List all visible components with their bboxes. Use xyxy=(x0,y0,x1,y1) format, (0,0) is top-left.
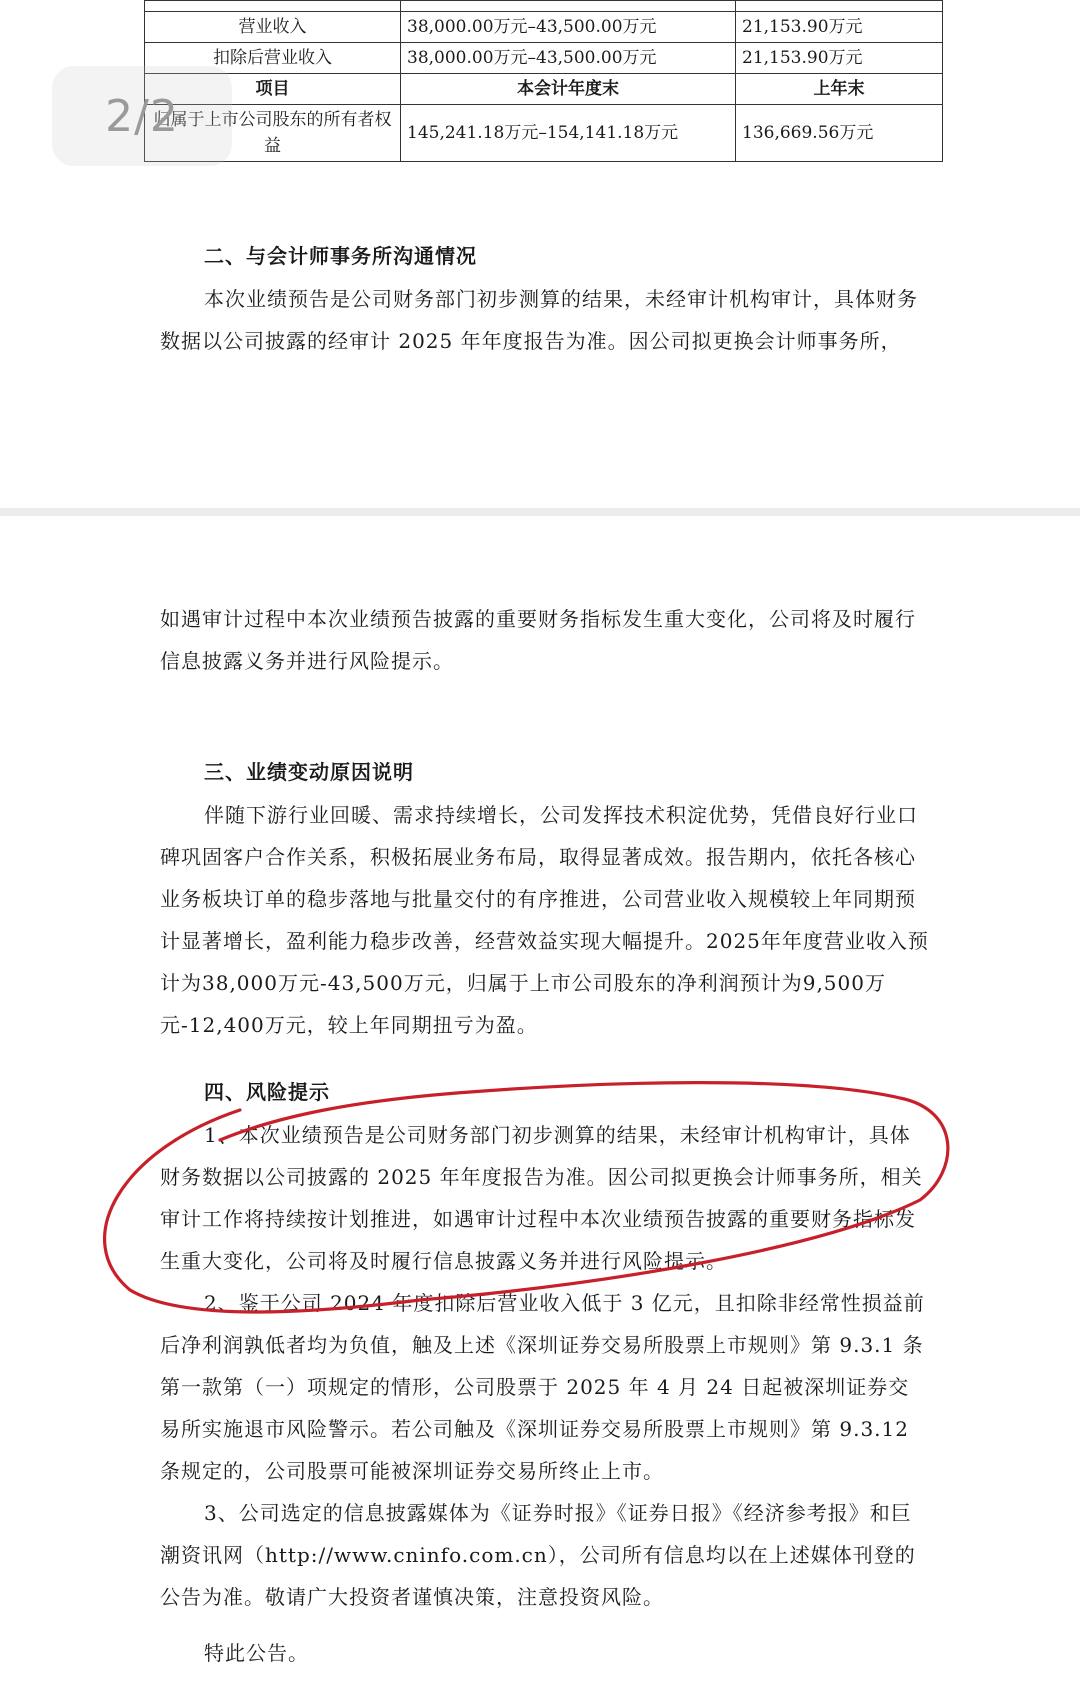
financial-table xyxy=(144,0,943,162)
table-cell-item: 归属于上市公司股东的所有者权益 xyxy=(145,105,401,162)
risk-item-1: 1、本次业绩预告是公司财务部门初步测算的结果，未经审计机构审计，具体财务数据以公司披露的 2025 年年度报告为准。因公司拟更换会计师事务所，相关审计工作将持续按计划推进，如遇审计过程中本次业绩预告披露的重要财务指标发生重大变化，公司将及时履行信息披露义务并进行风险提示。 xyxy=(160,1123,923,1273)
table-cell-item: 营业收入 xyxy=(145,12,401,43)
table-row-cut xyxy=(145,1,943,12)
risk-item-2: 2、鉴于公司 2024 年度扣除后营业收入低于 3 亿元，且扣除非经常性损益前后净利润孰低者均为负值，触及上述《深圳证券交易所股票上市规则》第 9.3.1 条第一款第（一）项规定的情形，公司股票于 2025 年 4 月 24 日起被深圳证券交易所实施退市风险警示。若公司触及《深圳证券交易所股票上市规则》第 9.3.12 条规定的，公司股票可能被深圳证券交易所终止上市。 xyxy=(160,1291,925,1483)
section4-heading: 四、风险提示 xyxy=(204,1080,330,1104)
section3-heading: 三、业绩变动原因说明 xyxy=(204,760,414,784)
table-cell-previous: 21,153.90万元 xyxy=(736,12,943,43)
table-header-item: 项目 xyxy=(145,74,401,105)
table-cell-previous: 21,153.90万元 xyxy=(736,43,943,74)
table-header-previous: 上年末 xyxy=(736,74,943,105)
table-cell-current: 38,000.00万元–43,500.00万元 xyxy=(401,12,736,43)
table-cell-current: 38,000.00万元–43,500.00万元 xyxy=(401,43,736,74)
page-indicator-badge: 2/2 xyxy=(52,66,232,166)
section2-paragraph: 本次业绩预告是公司财务部门初步测算的结果，未经审计机构审计，具体财务数据以公司披露的经审计 2025 年年度报告为准。因公司拟更换会计师事务所， xyxy=(160,287,918,353)
section2-paragraph-continued: 如遇审计过程中本次业绩预告披露的重要财务指标发生重大变化，公司将及时履行信息披露义务并进行风险提示。 xyxy=(160,607,916,673)
table-header-current: 本会计年度末 xyxy=(401,74,736,105)
page-lower xyxy=(0,516,1080,1693)
table-cell-item: 扣除后营业收入 xyxy=(145,43,401,74)
risk-item-3: 3、公司选定的信息披露媒体为《证券时报》《证券日报》《经济参考报》和巨潮资讯网（http://www.cninfo.com.cn），公司所有信息均以在上述媒体刊登的公告为准。敬请广大投资者谨慎决策，注意投资风险。 xyxy=(160,1501,916,1609)
table-cell-current: 145,241.18万元–154,141.18万元 xyxy=(401,105,736,162)
table-header-row xyxy=(145,74,943,105)
page-upper xyxy=(0,0,1080,510)
table-cell-previous: 136,669.56万元 xyxy=(736,105,943,162)
section2-heading: 二、与会计师事务所沟通情况 xyxy=(204,244,477,268)
table-row xyxy=(145,12,943,43)
page-divider xyxy=(0,508,1080,516)
section3-paragraph: 伴随下游行业回暖、需求持续增长，公司发挥技术积淀优势，凭借良好行业口碑巩固客户合作关系，积极拓展业务布局，取得显著成效。报告期内，依托各核心业务板块订单的稳步落地与批量交付的有序推进，公司营业收入规模较上年同期预计显著增长，盈利能力稳步改善，经营效益实现大幅提升。2025年年度营业收入预计为38,000万元-43,500万元，归属于上市公司股东的净利润预计为9,500万元-12,400万元，较上年同期扭亏为盈。 xyxy=(160,803,929,1037)
table-row xyxy=(145,43,943,74)
table-row xyxy=(145,105,943,162)
closing-text: 特此公告。 xyxy=(204,1641,309,1665)
